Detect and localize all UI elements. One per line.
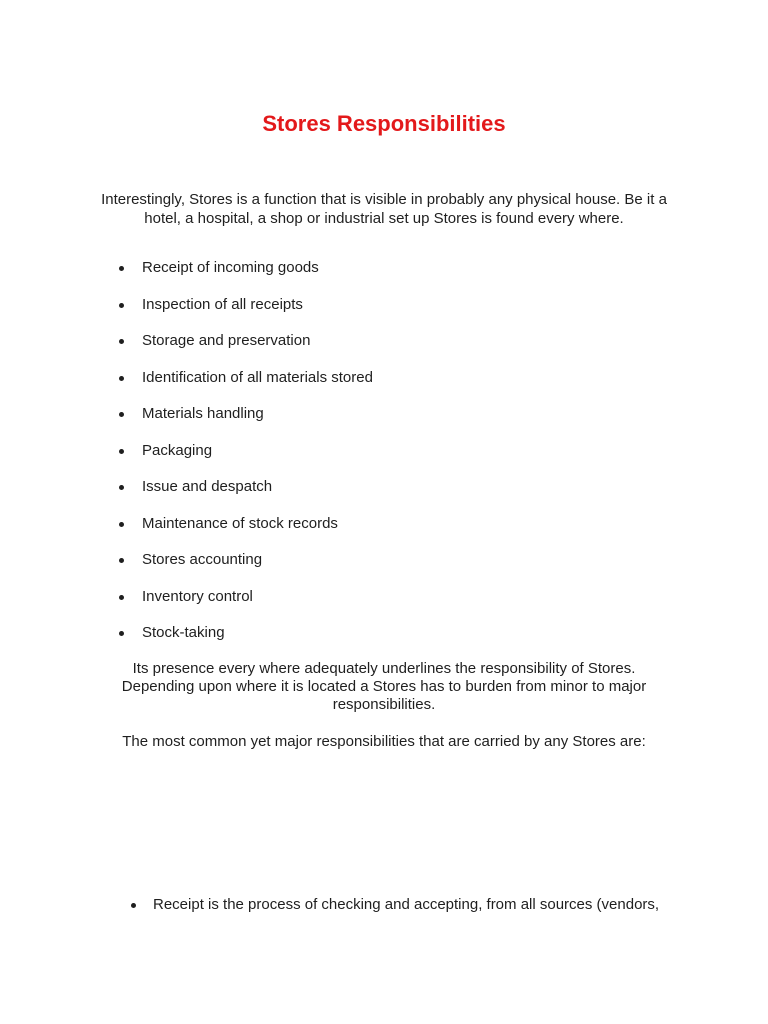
list-item-text: Inventory control bbox=[142, 587, 253, 605]
list-item bbox=[0, 478, 768, 496]
list-item bbox=[0, 369, 768, 387]
bullet-icon bbox=[119, 558, 124, 563]
detail-item-text: Receipt is the process of checking and accepting, from all sources (vendors, bbox=[153, 896, 660, 913]
list-item bbox=[0, 405, 768, 423]
list-item-text: Storage and preservation bbox=[142, 332, 311, 349]
bullet-icon bbox=[119, 595, 124, 600]
list-item-text: Stock-taking bbox=[142, 624, 225, 641]
lead-in-line: The most common yet major responsibilities that are carried by any Stores are: bbox=[122, 733, 646, 750]
list-item-text: Receipt of incoming goods bbox=[142, 259, 319, 276]
presence-paragraph bbox=[0, 660, 768, 714]
list-item-text: Inspection of all receipts bbox=[142, 295, 303, 313]
bullet-icon bbox=[131, 903, 136, 908]
responsibilities-list bbox=[0, 259, 768, 661]
list-item-text: Stores accounting bbox=[142, 551, 263, 568]
list-item bbox=[0, 515, 768, 533]
intro-paragraph bbox=[0, 190, 768, 228]
list-item-text: Issue and despatch bbox=[142, 478, 273, 495]
list-item bbox=[0, 442, 768, 460]
bullet-icon bbox=[119, 449, 124, 454]
bullet-icon bbox=[119, 266, 124, 271]
list-item-text: Materials handling bbox=[142, 405, 264, 422]
list-item bbox=[0, 296, 768, 314]
intro-line: Interestingly, Stores is a function that is visible in probably any physical house. Be it a bbox=[101, 191, 667, 208]
list-item bbox=[0, 624, 768, 642]
lead-in-paragraph bbox=[0, 733, 768, 751]
bullet-icon bbox=[119, 303, 124, 308]
list-item bbox=[0, 332, 768, 350]
bullet-icon bbox=[119, 376, 124, 381]
bullet-icon bbox=[119, 485, 124, 490]
bullet-icon bbox=[119, 631, 124, 636]
presence-line: responsibilities. bbox=[332, 696, 436, 713]
intro-line: hotel, a hospital, a shop or industrial set up Stores is found every where. bbox=[144, 210, 624, 227]
list-item bbox=[0, 259, 768, 277]
bullet-icon bbox=[119, 412, 124, 417]
bullet-icon bbox=[119, 522, 124, 527]
list-item bbox=[0, 588, 768, 606]
page-title: Stores Responsibilities bbox=[262, 111, 506, 136]
list-item-text: Identification of all materials stored bbox=[142, 368, 373, 386]
detail-list bbox=[0, 896, 768, 914]
detail-item bbox=[0, 896, 768, 914]
list-item-text: Maintenance of stock records bbox=[142, 514, 338, 532]
bullet-icon bbox=[119, 339, 124, 344]
presence-line: Depending upon where it is located a Stores has to burden from minor to major bbox=[121, 678, 647, 695]
presence-line: Its presence every where adequately underlines the responsibility of Stores. bbox=[132, 660, 636, 677]
list-item bbox=[0, 551, 768, 569]
list-item-text: Packaging bbox=[142, 441, 213, 459]
